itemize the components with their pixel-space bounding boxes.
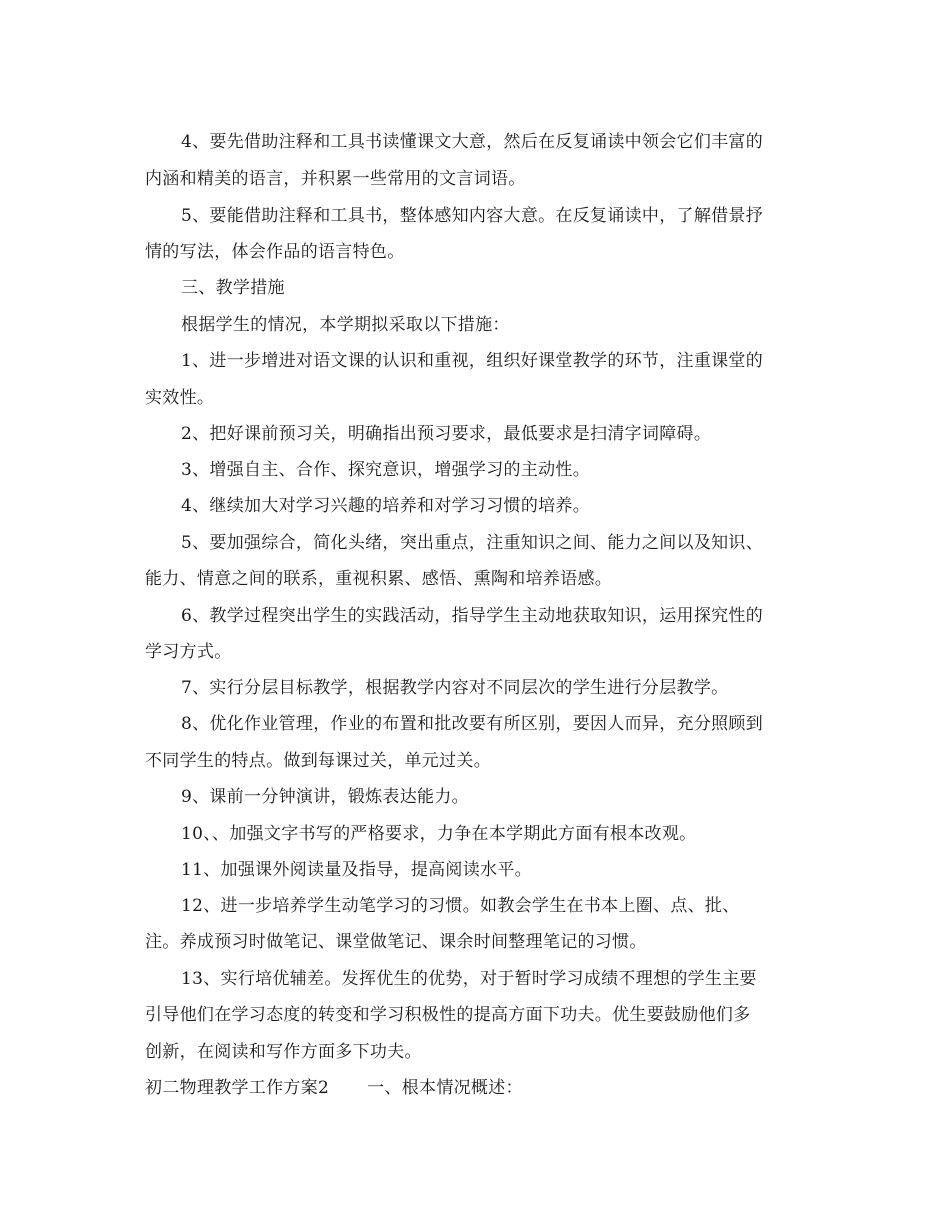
text-line: 9、课前一分钟演讲，锻炼表达能力。 (181, 787, 469, 807)
text-line: 6、教学过程突出学生的实践活动，指导学生主动地获取知识，运用探究性的 (181, 606, 764, 626)
section-subtitle: 一、根本情况概述： (367, 1078, 523, 1098)
text-line: 1、进一步增进对语文课的认识和重视，组织好课堂教学的环节，注重课堂的 (181, 351, 764, 371)
text-line: 7、实行分层目标教学，根据教学内容对不同层次的学生进行分层教学。 (181, 678, 729, 698)
text-line: 情的写法，体会作品的语言特色。 (145, 242, 405, 262)
text-line: 2、把好课前预习关，明确指出预习要求，最低要求是扫清字词障碍。 (181, 424, 712, 444)
text-line: 实效性。 (145, 388, 215, 408)
text-line: 注。养成预习时做笔记、课堂做笔记、课余时间整理笔记的习惯。 (145, 932, 647, 952)
text-line: 能力、情意之间的联系，重视积累、感悟、熏陶和培养语感。 (145, 569, 613, 589)
text-line: 11、加强课外阅读量及指导，提高阅读水平。 (181, 860, 532, 880)
text-line: 内涵和精美的语言，并积累一些常用的文言词语。 (145, 169, 526, 189)
text-line: 4、继续加大对学习兴趣的培养和对学习习惯的培养。 (181, 496, 591, 516)
text-line: 根据学生的情况，本学期拟采取以下措施： (181, 315, 510, 335)
text-line: 12、进一步培养学生动笔学习的习惯。如教会学生在书本上圈、点、批、 (181, 896, 740, 916)
text-line: 5、要能借助注释和工具书，整体感知内容大意。在反复诵读中，了解借景抒 (181, 206, 764, 226)
text-line: 4、要先借助注释和工具书读懂课文大意，然后在反复诵读中领会它们丰富的 (181, 132, 764, 152)
text-line: 8、优化作业管理，作业的布置和批改要有所区别，要因人而异，充分照顾到 (181, 714, 764, 734)
text-line: 10、、加强文字书写的严格要求，力争在本学期此方面有根本改观。 (181, 824, 697, 844)
text-line: 学习方式。 (145, 642, 232, 662)
text-line: 13、实行培优辅差。发挥优生的优势，对于暂时学习成绩不理想的学生主要 (181, 969, 757, 989)
text-line: 5、要加强综合，简化头绪，突出重点，注重知识之间、能力之间以及知识、 (181, 533, 764, 553)
section-title-line (145, 1077, 523, 1099)
text-line: 不同学生的特点。做到每课过关，单元过关。 (145, 751, 491, 771)
text-line: 3、增强自主、合作、探究意识，增强学习的主动性。 (181, 460, 591, 480)
text-line: 创新，在阅读和写作方面多下功夫。 (145, 1042, 422, 1062)
section-heading: 三、教学措施 (181, 278, 285, 298)
section-title: 初二物理教学工作方案2 (145, 1078, 330, 1098)
text-line: 引导他们在学习态度的转变和学习积极性的提高方面下功夫。优生要鼓励他们多 (145, 1005, 751, 1025)
